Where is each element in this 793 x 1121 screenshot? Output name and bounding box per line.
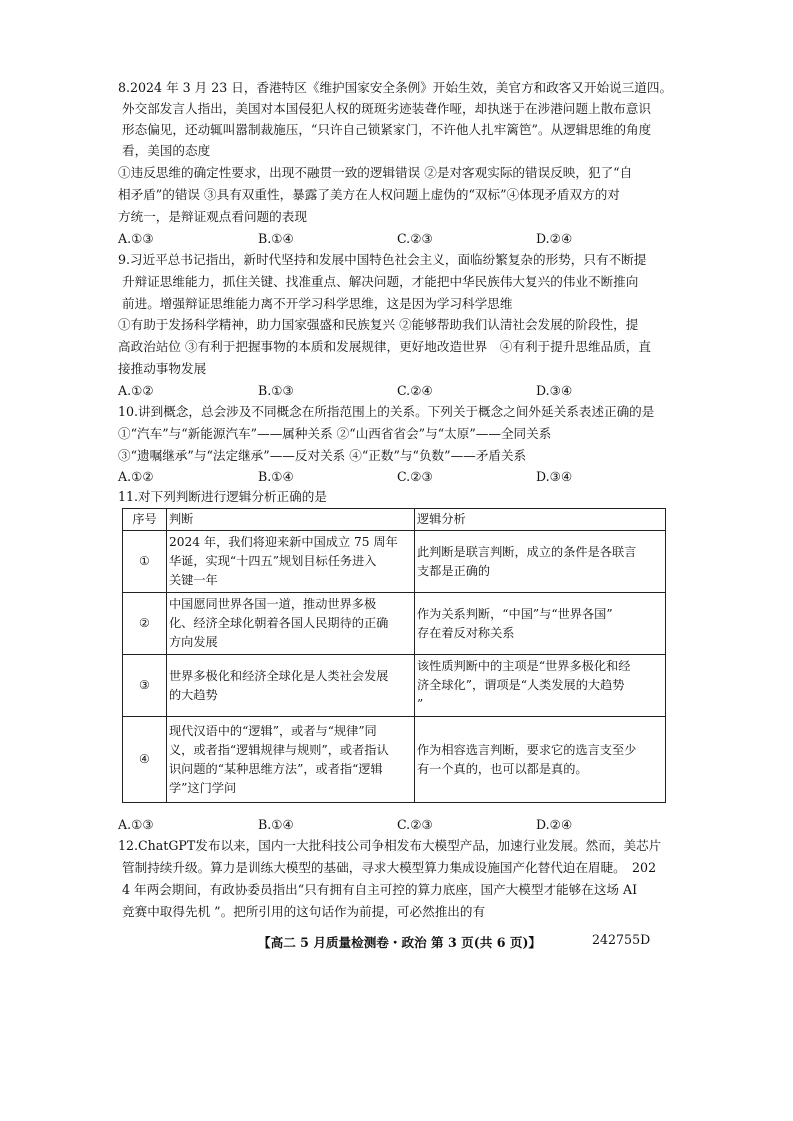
page-footer-title: 【高二 5 月质量检测卷・政治 第 3 页(共 6 页)】 bbox=[258, 935, 541, 950]
judgment-cell bbox=[167, 717, 415, 803]
q9-stem-line-3: 前进。增强辩证思维能力离不开学习科学思维，这是因为学习科学思维 bbox=[122, 296, 513, 311]
q12-stem-line-3: 4 年两会期间，有政协委员指出“只有拥有自主可控的算力底座，国产大模型才能够在这场 AI bbox=[122, 882, 638, 897]
analysis-line: 作为关系判断，“中国”与“世界各国” bbox=[417, 606, 613, 621]
q11-option-c: C.②③ bbox=[397, 817, 433, 832]
q9-item-line-1: ①有助于发扬科学精神，助力国家强盛和民族复兴 ②能够帮助我们认清社会发展的阶段性，提 bbox=[118, 317, 639, 332]
q8-stem-line-1: 8.2024 年 3 月 23 日，香港特区《维护国家安全条例》开始生效，美官方和政客又开始说三道四。 bbox=[118, 80, 673, 95]
analysis-cell bbox=[415, 531, 666, 593]
analysis-line: 作为相容选言判断，要求它的选言支至少 bbox=[417, 742, 637, 757]
judgment-line: 现代汉语中的“逻辑”，或者与“规律”同 bbox=[169, 723, 377, 738]
q8-stem-line-4: 看，美国的态度 bbox=[122, 143, 211, 158]
table-row bbox=[123, 717, 666, 803]
judgment-cell bbox=[167, 593, 415, 655]
analysis-cell bbox=[415, 593, 666, 655]
row-number: ② bbox=[123, 593, 167, 655]
judgment-line: 义，或者指“逻辑规律与规则”，或者指认 bbox=[169, 742, 389, 757]
table-header-row bbox=[123, 509, 666, 531]
q8-stem-line-3: 形态偏见，还动辄叫嚣制裁施压，“只许自己锁紧家门，不许他人扎牢篱笆”。从逻辑思维的角度 bbox=[122, 122, 652, 137]
q8-option-b: B.①④ bbox=[258, 231, 294, 246]
judgment-line: 学”这门学问 bbox=[169, 780, 237, 795]
q12-stem-line-2: 管制持续升级。算力是训练大模型的基础，寻求大模型算力集成设施国产化替代迫在眉睫。 202 bbox=[122, 860, 657, 875]
judgment-line: 方向发展 bbox=[169, 635, 218, 649]
row-number: ① bbox=[123, 531, 167, 593]
q9-option-c: C.②④ bbox=[397, 383, 433, 398]
q8-stem-line-2: 外交部发言人指出，美国对本国侵犯人权的斑斑劣迹装聋作哑，却执迷于在涉港问题上散布意识 bbox=[122, 101, 651, 116]
q9-option-a: A.①② bbox=[118, 383, 154, 398]
q8-option-c: C.②③ bbox=[397, 231, 433, 246]
paper-code: 242755D bbox=[592, 932, 651, 947]
row-number: ③ bbox=[123, 655, 167, 717]
q9-stem-line-1: 9.习近平总书记指出，新时代坚持和发展中国特色社会主义，面临纷繁复杂的形势，只有不断提 bbox=[118, 252, 647, 267]
judgment-line: 关键一年 bbox=[169, 573, 218, 587]
analysis-line: 济全球化”，谓项是“人类发展的大趋势 bbox=[417, 678, 625, 692]
q10-item-line-2: ③“遗嘱继承”与“法定继承”——反对关系 ④“正数”与“负数”——矛盾关系 bbox=[118, 448, 527, 463]
q10-item-line-1: ①“汽车”与“新能源汽车”——属种关系 ②“山西省省会”与“太原”——全同关系 bbox=[118, 426, 552, 441]
q11-option-b: B.①④ bbox=[258, 817, 294, 832]
q8-option-a: A.①③ bbox=[118, 231, 154, 246]
analysis-line: 存在着反对称关系 bbox=[417, 625, 515, 640]
q9-option-b: B.①③ bbox=[258, 383, 294, 398]
q10-stem: 10.讲到概念，总会涉及不同概念在所指范围上的关系。下列关于概念之间外延关系表述正确的是 bbox=[118, 404, 655, 419]
q8-option-d: D.②④ bbox=[536, 231, 573, 246]
analysis-line: 该性质判断中的主项是“世界多极化和经 bbox=[417, 659, 631, 673]
q9-stem-line-2: 升辩证思维能力，抓住关键、找准重点、解决问题，才能把中华民族伟大复兴的伟业不断推向 bbox=[122, 274, 639, 289]
judgment-line: 中国愿同世界各国一道，推动世界多极 bbox=[169, 597, 377, 611]
q8-item-line-3: 方统一，是辩证观点看问题的表现 bbox=[118, 209, 307, 224]
judgment-line: 的大趋势 bbox=[169, 687, 218, 702]
q10-option-d: D.③④ bbox=[536, 469, 573, 484]
table-row bbox=[123, 531, 666, 593]
judgment-line: 世界多极化和经济全球化是人类社会发展 bbox=[169, 668, 389, 683]
row-number: ④ bbox=[123, 717, 167, 803]
q12-stem-line-1: 12.ChatGPT发布以来，国内一大批科技公司争相发布大模型产品，加速行业发展。然而，美芯片 bbox=[118, 838, 662, 853]
judgment-cell bbox=[167, 655, 415, 717]
col-header-analysis: 逻辑分析 bbox=[415, 509, 666, 531]
analysis-line: ” bbox=[417, 697, 424, 711]
q9-item-line-3: 接推动事物发展 bbox=[118, 361, 207, 376]
judgment-line: 化、经济全球化朝着各国人民期待的正确 bbox=[169, 616, 389, 630]
q11-option-d: D.②④ bbox=[536, 817, 573, 832]
q11-option-a: A.①③ bbox=[118, 817, 154, 832]
q10-option-a: A.①② bbox=[118, 469, 154, 484]
judgment-line: 华诞，实现“十四五”规划目标任务进入 bbox=[169, 554, 377, 568]
analysis-line: 此判断是联言判断，成立的条件是各联言 bbox=[417, 544, 637, 559]
q10-option-c: C.②③ bbox=[397, 469, 433, 484]
analysis-cell bbox=[415, 717, 666, 803]
q11-stem: 11.对下列判断进行逻辑分析正确的是 bbox=[118, 489, 327, 504]
analysis-line: 支都是正确的 bbox=[417, 563, 491, 578]
col-header-number: 序号 bbox=[123, 509, 167, 531]
col-header-judgment: 判断 bbox=[167, 509, 415, 531]
judgment-cell bbox=[167, 531, 415, 593]
q10-option-b: B.①④ bbox=[258, 469, 294, 484]
analysis-cell bbox=[415, 655, 666, 717]
q8-item-line-1: ①违反思维的确定性要求，出现不融贯一致的逻辑错误 ②是对客观实际的错误反映，犯了“自 bbox=[118, 165, 633, 180]
q11-judgment-table bbox=[122, 508, 666, 803]
q12-stem-line-4: 竞赛中取得先机 ”。把所引用的这句话作为前提，可必然推出的有 bbox=[122, 904, 486, 919]
q9-item-line-2: 高政治站位 ③有利于把握事物的本质和发展规律，更好地改造世界 ④有利于提升思维品质，直 bbox=[118, 339, 651, 354]
q8-item-line-2: 相矛盾”的错误 ③具有双重性，暴露了美方在人权问题上虚伪的“双标”④体现矛盾双方的对 bbox=[118, 187, 620, 202]
judgment-line: 2024 年，我们将迎来新中国成立 75 周年 bbox=[169, 535, 398, 549]
table-row bbox=[123, 655, 666, 717]
analysis-line: 有一个真的，也可以都是真的。 bbox=[417, 761, 588, 776]
q9-option-d: D.③④ bbox=[536, 383, 573, 398]
table-row bbox=[123, 593, 666, 655]
judgment-line: 识问题的“某种思维方法”，或者指“逻辑 bbox=[169, 761, 383, 776]
